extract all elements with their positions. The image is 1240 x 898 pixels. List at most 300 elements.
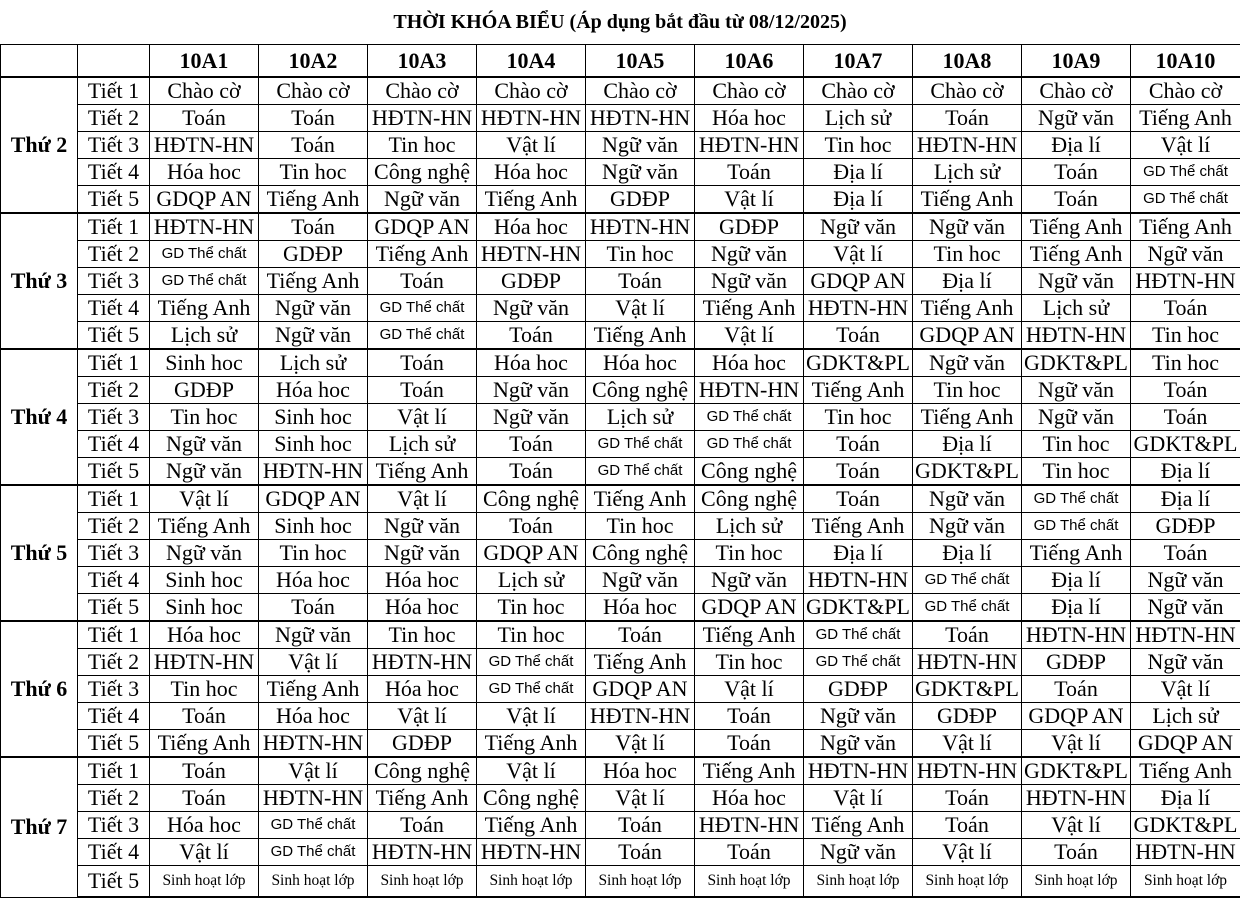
subject-cell: Ngữ văn bbox=[913, 485, 1022, 513]
subject-cell: Tiếng Anh bbox=[586, 485, 695, 513]
subject-cell: Tin hoc bbox=[368, 132, 477, 159]
subject-cell: GD Thể chất bbox=[150, 268, 259, 295]
subject-cell: Tiếng Anh bbox=[804, 377, 913, 404]
subject-cell: Ngữ văn bbox=[804, 213, 913, 241]
subject-cell: Tin hoc bbox=[695, 540, 804, 567]
table-row bbox=[1, 431, 1240, 458]
subject-cell: Chào cờ bbox=[804, 77, 913, 105]
subject-cell: Chào cờ bbox=[368, 77, 477, 105]
subject-cell: GDĐP bbox=[1131, 513, 1240, 540]
subject-cell: Ngữ văn bbox=[259, 295, 368, 322]
subject-cell: Sinh hoạt lớp bbox=[259, 866, 368, 898]
subject-cell: GD Thể chất bbox=[1022, 485, 1131, 513]
subject-cell: HĐTN-HN bbox=[150, 213, 259, 241]
subject-cell: HĐTN-HN bbox=[1131, 268, 1240, 295]
subject-cell: Ngữ văn bbox=[913, 513, 1022, 540]
subject-cell: Toán bbox=[695, 703, 804, 730]
subject-cell: HĐTN-HN bbox=[913, 757, 1022, 785]
subject-cell: Toán bbox=[804, 322, 913, 350]
subject-cell: Tin hoc bbox=[259, 159, 368, 186]
subject-cell: Vật lí bbox=[368, 703, 477, 730]
table-row bbox=[1, 322, 1240, 350]
subject-cell: Chào cờ bbox=[150, 77, 259, 105]
subject-cell: Ngữ văn bbox=[695, 241, 804, 268]
table-row bbox=[1, 703, 1240, 730]
table-row bbox=[1, 159, 1240, 186]
day-label: Thứ 5 bbox=[1, 485, 78, 621]
subject-cell: Công nghệ bbox=[477, 785, 586, 812]
subject-cell: HĐTN-HN bbox=[1022, 322, 1131, 350]
subject-cell: Lịch sử bbox=[477, 567, 586, 594]
subject-cell: HĐTN-HN bbox=[695, 812, 804, 839]
subject-cell: Tiếng Anh bbox=[477, 186, 586, 214]
subject-cell: Ngữ văn bbox=[1022, 377, 1131, 404]
subject-cell: Tiếng Anh bbox=[259, 268, 368, 295]
class-header: 10A5 bbox=[586, 45, 695, 78]
subject-cell: Ngữ văn bbox=[1131, 241, 1240, 268]
subject-cell: Tin hoc bbox=[586, 513, 695, 540]
subject-cell: Ngữ văn bbox=[804, 839, 913, 866]
subject-cell: Hóa hoc bbox=[477, 159, 586, 186]
subject-cell: Tin hoc bbox=[913, 377, 1022, 404]
subject-cell: Địa lí bbox=[1022, 594, 1131, 622]
subject-cell: HĐTN-HN bbox=[695, 132, 804, 159]
table-row bbox=[1, 458, 1240, 486]
subject-cell: Ngữ văn bbox=[1022, 268, 1131, 295]
corner-cell bbox=[1, 45, 78, 78]
subject-cell: Tin hoc bbox=[150, 676, 259, 703]
subject-cell: HĐTN-HN bbox=[259, 785, 368, 812]
table-row bbox=[1, 295, 1240, 322]
header-row bbox=[1, 45, 1240, 78]
subject-cell: Sinh hoc bbox=[150, 349, 259, 377]
subject-cell: GD Thể chất bbox=[695, 404, 804, 431]
subject-cell: GDQP AN bbox=[150, 186, 259, 214]
period-label: Tiết 4 bbox=[78, 839, 150, 866]
subject-cell: HĐTN-HN bbox=[1131, 839, 1240, 866]
period-label: Tiết 1 bbox=[78, 757, 150, 785]
subject-cell: Ngữ văn bbox=[477, 377, 586, 404]
subject-cell: Địa lí bbox=[1131, 458, 1240, 486]
subject-cell: HĐTN-HN bbox=[913, 649, 1022, 676]
subject-cell: HĐTN-HN bbox=[368, 649, 477, 676]
subject-cell: Toán bbox=[477, 513, 586, 540]
period-label: Tiết 2 bbox=[78, 649, 150, 676]
table-row bbox=[1, 567, 1240, 594]
subject-cell: Tiếng Anh bbox=[368, 241, 477, 268]
period-label: Tiết 2 bbox=[78, 513, 150, 540]
subject-cell: Công nghệ bbox=[477, 485, 586, 513]
subject-cell: GD Thể chất bbox=[1131, 186, 1240, 214]
subject-cell: Tin hoc bbox=[695, 649, 804, 676]
subject-cell: Ngữ văn bbox=[1022, 404, 1131, 431]
table-row bbox=[1, 730, 1240, 758]
table-row bbox=[1, 757, 1240, 785]
subject-cell: GD Thể chất bbox=[804, 621, 913, 649]
period-label: Tiết 3 bbox=[78, 132, 150, 159]
subject-cell: HĐTN-HN bbox=[695, 377, 804, 404]
subject-cell: Địa lí bbox=[804, 159, 913, 186]
subject-cell: Toán bbox=[368, 349, 477, 377]
period-label: Tiết 2 bbox=[78, 785, 150, 812]
table-row bbox=[1, 839, 1240, 866]
subject-cell: Toán bbox=[586, 268, 695, 295]
subject-cell: Lịch sử bbox=[368, 431, 477, 458]
subject-cell: Địa lí bbox=[1131, 485, 1240, 513]
subject-cell: Toán bbox=[150, 105, 259, 132]
subject-cell: Chào cờ bbox=[1131, 77, 1240, 105]
subject-cell: HĐTN-HN bbox=[586, 703, 695, 730]
table-row bbox=[1, 785, 1240, 812]
subject-cell: Hóa hoc bbox=[368, 567, 477, 594]
subject-cell: Tin hoc bbox=[804, 404, 913, 431]
subject-cell: Vật lí bbox=[1022, 812, 1131, 839]
subject-cell: Toán bbox=[477, 322, 586, 350]
subject-cell: Ngữ văn bbox=[586, 567, 695, 594]
subject-cell: Tiếng Anh bbox=[150, 730, 259, 758]
subject-cell: Tiếng Anh bbox=[1022, 241, 1131, 268]
table-row bbox=[1, 105, 1240, 132]
class-header: 10A3 bbox=[368, 45, 477, 78]
subject-cell: Địa lí bbox=[913, 268, 1022, 295]
subject-cell: Vật lí bbox=[259, 757, 368, 785]
subject-cell: Công nghệ bbox=[695, 458, 804, 486]
subject-cell: GD Thể chất bbox=[1022, 513, 1131, 540]
subject-cell: GDĐP bbox=[1022, 649, 1131, 676]
table-row bbox=[1, 213, 1240, 241]
period-label: Tiết 4 bbox=[78, 431, 150, 458]
subject-cell: Ngữ văn bbox=[150, 458, 259, 486]
subject-cell: GD Thể chất bbox=[477, 676, 586, 703]
subject-cell: Toán bbox=[150, 785, 259, 812]
subject-cell: Hóa hoc bbox=[259, 567, 368, 594]
table-row bbox=[1, 676, 1240, 703]
subject-cell: HĐTN-HN bbox=[1022, 621, 1131, 649]
subject-cell: Toán bbox=[695, 730, 804, 758]
subject-cell: Sinh hoạt lớp bbox=[586, 866, 695, 898]
subject-cell: GDQP AN bbox=[804, 268, 913, 295]
subject-cell: Công nghệ bbox=[586, 540, 695, 567]
subject-cell: Toán bbox=[368, 812, 477, 839]
subject-cell: Sinh hoc bbox=[259, 513, 368, 540]
subject-cell: Toán bbox=[368, 268, 477, 295]
subject-cell: GD Thể chất bbox=[259, 839, 368, 866]
subject-cell: Vật lí bbox=[695, 676, 804, 703]
subject-cell: GDQP AN bbox=[477, 540, 586, 567]
subject-cell: Ngữ văn bbox=[1022, 105, 1131, 132]
subject-cell: HĐTN-HN bbox=[259, 458, 368, 486]
subject-cell: Địa lí bbox=[804, 540, 913, 567]
period-label: Tiết 1 bbox=[78, 213, 150, 241]
period-label: Tiết 3 bbox=[78, 812, 150, 839]
subject-cell: Hóa hoc bbox=[477, 349, 586, 377]
subject-cell: Tin hoc bbox=[1131, 322, 1240, 350]
subject-cell: Toán bbox=[1131, 540, 1240, 567]
subject-cell: HĐTN-HN bbox=[477, 839, 586, 866]
subject-cell: Hóa hoc bbox=[695, 785, 804, 812]
subject-cell: Tiếng Anh bbox=[1022, 213, 1131, 241]
subject-cell: Tiếng Anh bbox=[150, 295, 259, 322]
subject-cell: Toán bbox=[586, 839, 695, 866]
subject-cell: Toán bbox=[259, 213, 368, 241]
subject-cell: Vật lí bbox=[368, 485, 477, 513]
subject-cell: Tiếng Anh bbox=[368, 458, 477, 486]
subject-cell: Tiếng Anh bbox=[1131, 105, 1240, 132]
subject-cell: Vật lí bbox=[477, 757, 586, 785]
subject-cell: HĐTN-HN bbox=[150, 649, 259, 676]
period-label: Tiết 2 bbox=[78, 241, 150, 268]
subject-cell: GDKT&PL bbox=[913, 676, 1022, 703]
subject-cell: Tiếng Anh bbox=[1131, 213, 1240, 241]
subject-cell: Tiếng Anh bbox=[586, 322, 695, 350]
period-label: Tiết 4 bbox=[78, 567, 150, 594]
subject-cell: Sinh hoạt lớp bbox=[804, 866, 913, 898]
subject-cell: HĐTN-HN bbox=[586, 213, 695, 241]
subject-cell: HĐTN-HN bbox=[804, 567, 913, 594]
subject-cell: Tin hoc bbox=[1022, 431, 1131, 458]
subject-cell: Hóa hoc bbox=[368, 676, 477, 703]
day-label: Thứ 2 bbox=[1, 77, 78, 213]
table-row bbox=[1, 649, 1240, 676]
subject-cell: GDĐP bbox=[586, 186, 695, 214]
subject-cell: Sinh hoạt lớp bbox=[368, 866, 477, 898]
table-row bbox=[1, 513, 1240, 540]
subject-cell: GD Thể chất bbox=[150, 241, 259, 268]
subject-cell: Toán bbox=[1022, 186, 1131, 214]
subject-cell: Lịch sử bbox=[259, 349, 368, 377]
subject-cell: Công nghệ bbox=[586, 377, 695, 404]
table-row bbox=[1, 594, 1240, 622]
timetable-title: THỜI KHÓA BIỂU (Áp dụng bắt đầu từ 08/12/2025) bbox=[0, 0, 1240, 44]
subject-cell: Vật lí bbox=[804, 785, 913, 812]
subject-cell: Ngữ văn bbox=[368, 513, 477, 540]
subject-cell: Tin hoc bbox=[477, 621, 586, 649]
subject-cell: Tin hoc bbox=[586, 241, 695, 268]
period-label: Tiết 5 bbox=[78, 322, 150, 350]
subject-cell: Ngữ văn bbox=[1131, 649, 1240, 676]
subject-cell: Toán bbox=[695, 839, 804, 866]
subject-cell: Toán bbox=[586, 621, 695, 649]
subject-cell: Lịch sử bbox=[1131, 703, 1240, 730]
subject-cell: Tiếng Anh bbox=[913, 404, 1022, 431]
subject-cell: Sinh hoạt lớp bbox=[150, 866, 259, 898]
table-row bbox=[1, 186, 1240, 214]
subject-cell: Hóa hoc bbox=[150, 621, 259, 649]
subject-cell: Chào cờ bbox=[586, 77, 695, 105]
subject-cell: Sinh hoạt lớp bbox=[1022, 866, 1131, 898]
subject-cell: HĐTN-HN bbox=[259, 730, 368, 758]
subject-cell: Công nghệ bbox=[368, 159, 477, 186]
subject-cell: Sinh hoạt lớp bbox=[1131, 866, 1240, 898]
subject-cell: Ngữ văn bbox=[368, 186, 477, 214]
subject-cell: Địa lí bbox=[913, 431, 1022, 458]
table-row bbox=[1, 540, 1240, 567]
class-header: 10A9 bbox=[1022, 45, 1131, 78]
day-label: Thứ 7 bbox=[1, 757, 78, 897]
subject-cell: GDQP AN bbox=[1022, 703, 1131, 730]
subject-cell: GDKT&PL bbox=[1022, 349, 1131, 377]
subject-cell: GD Thể chất bbox=[586, 431, 695, 458]
subject-cell: Sinh hoc bbox=[259, 404, 368, 431]
subject-cell: Tin hoc bbox=[1022, 458, 1131, 486]
subject-cell: Lịch sử bbox=[150, 322, 259, 350]
subject-cell: GDĐP bbox=[695, 213, 804, 241]
subject-cell: Ngữ văn bbox=[586, 132, 695, 159]
subject-cell: Ngữ văn bbox=[477, 404, 586, 431]
table-row bbox=[1, 485, 1240, 513]
class-header: 10A6 bbox=[695, 45, 804, 78]
table-row bbox=[1, 404, 1240, 431]
subject-cell: Toán bbox=[804, 458, 913, 486]
subject-cell: Tin hoc bbox=[477, 594, 586, 622]
subject-cell: Tiếng Anh bbox=[259, 186, 368, 214]
subject-cell: GDKT&PL bbox=[913, 458, 1022, 486]
subject-cell: Hóa hoc bbox=[695, 105, 804, 132]
subject-cell: GD Thể chất bbox=[1131, 159, 1240, 186]
subject-cell: Vật lí bbox=[1022, 730, 1131, 758]
table-row bbox=[1, 349, 1240, 377]
subject-cell: Lịch sử bbox=[586, 404, 695, 431]
subject-cell: Tiếng Anh bbox=[1022, 540, 1131, 567]
subject-cell: Vật lí bbox=[586, 730, 695, 758]
subject-cell: HĐTN-HN bbox=[477, 241, 586, 268]
subject-cell: GD Thể chất bbox=[913, 567, 1022, 594]
subject-cell: Lịch sử bbox=[1022, 295, 1131, 322]
subject-cell: Hóa hoc bbox=[695, 349, 804, 377]
subject-cell: Toán bbox=[695, 159, 804, 186]
subject-cell: Tiếng Anh bbox=[804, 513, 913, 540]
class-header: 10A1 bbox=[150, 45, 259, 78]
subject-cell: Toán bbox=[150, 757, 259, 785]
subject-cell: Hóa hoc bbox=[259, 377, 368, 404]
subject-cell: Toán bbox=[1022, 839, 1131, 866]
subject-cell: Toán bbox=[150, 703, 259, 730]
subject-cell: Hóa hoc bbox=[477, 213, 586, 241]
class-header: 10A10 bbox=[1131, 45, 1240, 78]
subject-cell: GDQP AN bbox=[695, 594, 804, 622]
table-row bbox=[1, 77, 1240, 105]
subject-cell: Hóa hoc bbox=[259, 703, 368, 730]
subject-cell: GDĐP bbox=[368, 730, 477, 758]
subject-cell: Vật lí bbox=[1131, 676, 1240, 703]
period-label: Tiết 5 bbox=[78, 458, 150, 486]
subject-cell: Ngữ văn bbox=[477, 295, 586, 322]
subject-cell: Tiếng Anh bbox=[259, 676, 368, 703]
period-label: Tiết 1 bbox=[78, 77, 150, 105]
subject-cell: Vật lí bbox=[913, 730, 1022, 758]
subject-cell: Chào cờ bbox=[477, 77, 586, 105]
period-label: Tiết 3 bbox=[78, 268, 150, 295]
subject-cell: Hóa hoc bbox=[586, 757, 695, 785]
subject-cell: Toán bbox=[913, 812, 1022, 839]
subject-cell: Sinh hoc bbox=[259, 431, 368, 458]
subject-cell: Hóa hoc bbox=[586, 349, 695, 377]
subject-cell: Vật lí bbox=[695, 186, 804, 214]
table-row bbox=[1, 812, 1240, 839]
table-row bbox=[1, 241, 1240, 268]
subject-cell: Địa lí bbox=[1022, 132, 1131, 159]
subject-cell: GDĐP bbox=[804, 676, 913, 703]
subject-cell: Toán bbox=[913, 785, 1022, 812]
subject-cell: Ngữ văn bbox=[695, 268, 804, 295]
subject-cell: GDĐP bbox=[150, 377, 259, 404]
subject-cell: Ngữ văn bbox=[150, 540, 259, 567]
subject-cell: Tin hoc bbox=[804, 132, 913, 159]
subject-cell: Toán bbox=[586, 812, 695, 839]
class-header: 10A4 bbox=[477, 45, 586, 78]
subject-cell: Ngữ văn bbox=[1131, 594, 1240, 622]
subject-cell: HĐTN-HN bbox=[586, 105, 695, 132]
subject-cell: Công nghệ bbox=[695, 485, 804, 513]
subject-cell: Vật lí bbox=[368, 404, 477, 431]
subject-cell: Sinh hoạt lớp bbox=[913, 866, 1022, 898]
subject-cell: Địa lí bbox=[1131, 785, 1240, 812]
subject-cell: GD Thể chất bbox=[368, 295, 477, 322]
table-row bbox=[1, 866, 1240, 898]
subject-cell: GD Thể chất bbox=[368, 322, 477, 350]
subject-cell: Vật lí bbox=[586, 295, 695, 322]
subject-cell: Toán bbox=[259, 594, 368, 622]
subject-cell: Toán bbox=[259, 105, 368, 132]
day-label: Thứ 4 bbox=[1, 349, 78, 485]
subject-cell: Vật lí bbox=[1131, 132, 1240, 159]
table-row bbox=[1, 621, 1240, 649]
subject-cell: Ngữ văn bbox=[150, 431, 259, 458]
subject-cell: Ngữ văn bbox=[913, 213, 1022, 241]
period-label: Tiết 1 bbox=[78, 621, 150, 649]
subject-cell: Toán bbox=[477, 431, 586, 458]
subject-cell: Ngữ văn bbox=[695, 567, 804, 594]
subject-cell: Ngữ văn bbox=[804, 703, 913, 730]
day-label: Thứ 6 bbox=[1, 621, 78, 757]
subject-cell: Tiếng Anh bbox=[477, 812, 586, 839]
period-label: Tiết 3 bbox=[78, 540, 150, 567]
subject-cell: GDQP AN bbox=[586, 676, 695, 703]
subject-cell: Toán bbox=[259, 132, 368, 159]
subject-cell: Sinh hoạt lớp bbox=[695, 866, 804, 898]
subject-cell: HĐTN-HN bbox=[804, 295, 913, 322]
subject-cell: Sinh hoc bbox=[150, 594, 259, 622]
subject-cell: Toán bbox=[1131, 404, 1240, 431]
subject-cell: Tiếng Anh bbox=[913, 295, 1022, 322]
subject-cell: Vật lí bbox=[477, 703, 586, 730]
subject-cell: GDKT&PL bbox=[1022, 757, 1131, 785]
table-row bbox=[1, 377, 1240, 404]
period-label: Tiết 1 bbox=[78, 485, 150, 513]
period-label: Tiết 5 bbox=[78, 186, 150, 214]
subject-cell: Chào cờ bbox=[695, 77, 804, 105]
subject-cell: Ngữ văn bbox=[259, 621, 368, 649]
subject-cell: GDĐP bbox=[259, 241, 368, 268]
period-label: Tiết 2 bbox=[78, 105, 150, 132]
subject-cell: GD Thể chất bbox=[913, 594, 1022, 622]
subject-cell: Toán bbox=[1131, 295, 1240, 322]
subject-cell: GD Thể chất bbox=[259, 812, 368, 839]
subject-cell: Hóa hoc bbox=[368, 594, 477, 622]
subject-cell: Vật lí bbox=[804, 241, 913, 268]
subject-cell: GDQP AN bbox=[368, 213, 477, 241]
subject-cell: Vật lí bbox=[259, 649, 368, 676]
subject-cell: Lịch sử bbox=[695, 513, 804, 540]
subject-cell: Ngữ văn bbox=[913, 349, 1022, 377]
subject-cell: GDQP AN bbox=[1131, 730, 1240, 758]
period-label: Tiết 3 bbox=[78, 404, 150, 431]
subject-cell: Công nghệ bbox=[368, 757, 477, 785]
subject-cell: Toán bbox=[368, 377, 477, 404]
subject-cell: Địa lí bbox=[913, 540, 1022, 567]
subject-cell: GD Thể chất bbox=[695, 431, 804, 458]
subject-cell: HĐTN-HN bbox=[1131, 621, 1240, 649]
